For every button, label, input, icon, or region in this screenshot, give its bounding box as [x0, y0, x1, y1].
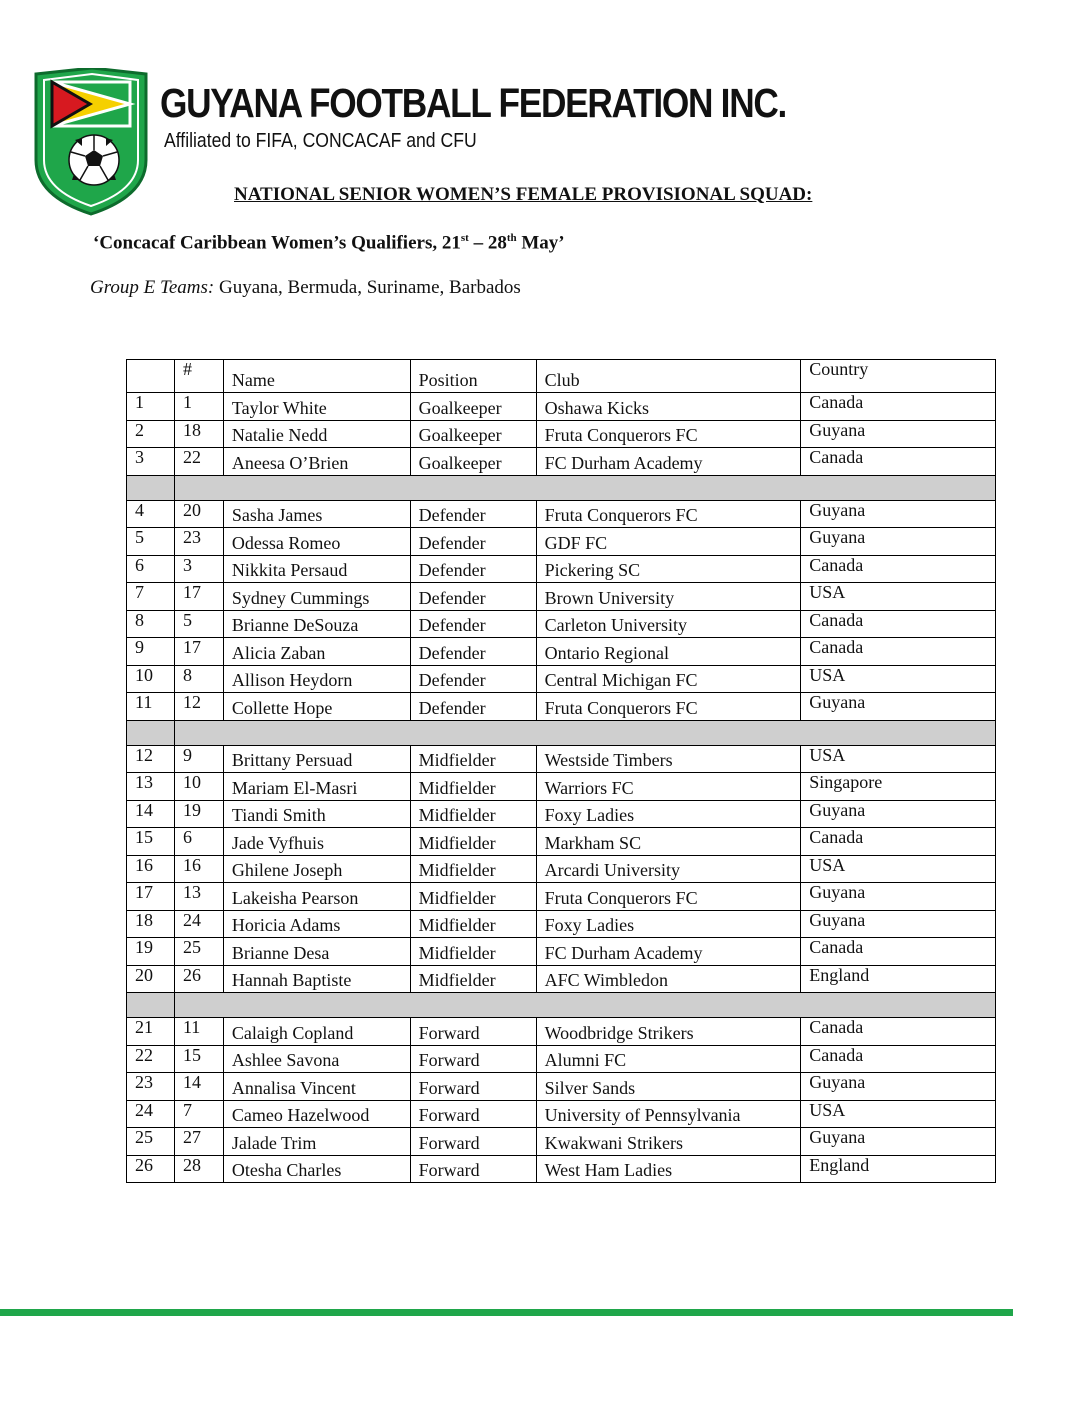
table-row	[127, 1045, 996, 1073]
column-header: Country	[801, 360, 996, 393]
table-row	[127, 1155, 996, 1183]
table-row	[127, 528, 996, 556]
table-cell: Midfielder	[410, 773, 536, 801]
table-cell: 24	[127, 1100, 175, 1128]
table-cell: 13	[174, 883, 223, 911]
table-cell: 1	[174, 393, 223, 421]
table-cell: Brittany Persuad	[223, 745, 410, 773]
table-cell: 2	[127, 420, 175, 448]
table-cell: 23	[174, 528, 223, 556]
table-cell: Silver Sands	[536, 1073, 801, 1101]
table-cell: Fruta Conquerors FC	[536, 420, 801, 448]
table-cell: Markham SC	[536, 828, 801, 856]
table-cell: Allison Heydorn	[223, 665, 410, 693]
table-cell: USA	[801, 583, 996, 611]
document-title: NATIONAL SENIOR WOMEN’S FEMALE PROVISIONAL SQUAD:	[234, 184, 813, 205]
table-cell: Warriors FC	[536, 773, 801, 801]
table-cell: 15	[127, 828, 175, 856]
table-cell: Jalade Trim	[223, 1128, 410, 1156]
separator-cell	[174, 475, 995, 500]
table-cell: GDF FC	[536, 528, 801, 556]
table-cell: Alumni FC	[536, 1045, 801, 1073]
table-cell: 20	[174, 500, 223, 528]
table-cell: Oshawa Kicks	[536, 393, 801, 421]
table-cell: Canada	[801, 555, 996, 583]
table-cell: Foxy Ladies	[536, 800, 801, 828]
table-cell: Ashlee Savona	[223, 1045, 410, 1073]
table-row	[127, 855, 996, 883]
table-cell: Fruta Conquerors FC	[536, 693, 801, 721]
table-cell: 18	[174, 420, 223, 448]
table-row	[127, 883, 996, 911]
table-cell: 3	[127, 448, 175, 476]
table-cell: 14	[127, 800, 175, 828]
table-cell: 12	[127, 745, 175, 773]
table-cell: Ontario Regional	[536, 638, 801, 666]
table-cell: Aneesa O’Brien	[223, 448, 410, 476]
table-row	[127, 800, 996, 828]
table-cell: Odessa Romeo	[223, 528, 410, 556]
table-row	[127, 393, 996, 421]
table-cell: Canada	[801, 393, 996, 421]
table-cell: Defender	[410, 665, 536, 693]
table-row	[127, 745, 996, 773]
table-row	[127, 638, 996, 666]
separator-cell	[127, 475, 175, 500]
table-cell: 18	[127, 910, 175, 938]
section-separator-row	[127, 993, 996, 1018]
table-cell: Guyana	[801, 693, 996, 721]
table-cell: Guyana	[801, 1128, 996, 1156]
table-cell: Defender	[410, 693, 536, 721]
table-cell: Canada	[801, 828, 996, 856]
separator-cell	[174, 993, 995, 1018]
table-cell: 10	[127, 665, 175, 693]
table-cell: 22	[127, 1045, 175, 1073]
table-cell: 16	[174, 855, 223, 883]
table-cell: Guyana	[801, 420, 996, 448]
table-cell: 19	[174, 800, 223, 828]
table-cell: 26	[127, 1155, 175, 1183]
table-cell: Forward	[410, 1018, 536, 1046]
table-cell: Forward	[410, 1155, 536, 1183]
table-row	[127, 1073, 996, 1101]
table-cell: 17	[174, 583, 223, 611]
table-cell: West Ham Ladies	[536, 1155, 801, 1183]
table-cell: Midfielder	[410, 855, 536, 883]
section-separator-row	[127, 475, 996, 500]
table-cell: England	[801, 965, 996, 993]
table-cell: USA	[801, 745, 996, 773]
table-row	[127, 555, 996, 583]
federation-logo	[30, 68, 152, 216]
table-cell: Canada	[801, 1018, 996, 1046]
table-cell: Defender	[410, 638, 536, 666]
table-cell: England	[801, 1155, 996, 1183]
table-cell: Midfielder	[410, 828, 536, 856]
table-cell: 16	[127, 855, 175, 883]
table-cell: Defender	[410, 610, 536, 638]
column-header: Name	[223, 360, 410, 393]
column-header: Club	[536, 360, 801, 393]
table-cell: Brianne Desa	[223, 938, 410, 966]
table-cell: 19	[127, 938, 175, 966]
table-cell: 9	[174, 745, 223, 773]
table-cell: Foxy Ladies	[536, 910, 801, 938]
table-cell: 12	[174, 693, 223, 721]
table-cell: 17	[174, 638, 223, 666]
table-cell: Guyana	[801, 883, 996, 911]
table-cell: 7	[127, 583, 175, 611]
section-separator-row	[127, 720, 996, 745]
column-header	[127, 360, 175, 393]
table-cell: University of Pennsylvania	[536, 1100, 801, 1128]
table-cell: 3	[174, 555, 223, 583]
table-cell: FC Durham Academy	[536, 448, 801, 476]
table-cell: Taylor White	[223, 393, 410, 421]
table-cell: 22	[174, 448, 223, 476]
table-row	[127, 938, 996, 966]
table-cell: 1	[127, 393, 175, 421]
table-cell: Sydney Cummings	[223, 583, 410, 611]
table-cell: Canada	[801, 638, 996, 666]
table-cell: Singapore	[801, 773, 996, 801]
table-cell: Forward	[410, 1100, 536, 1128]
separator-cell	[174, 720, 995, 745]
table-cell: 11	[174, 1018, 223, 1046]
table-row	[127, 665, 996, 693]
table-cell: FC Durham Academy	[536, 938, 801, 966]
table-cell: Natalie Nedd	[223, 420, 410, 448]
table-cell: 6	[127, 555, 175, 583]
separator-cell	[127, 993, 175, 1018]
table-cell: Goalkeeper	[410, 448, 536, 476]
table-cell: Midfielder	[410, 965, 536, 993]
table-cell: 25	[174, 938, 223, 966]
table-cell: 5	[174, 610, 223, 638]
table-cell: 10	[174, 773, 223, 801]
table-cell: Defender	[410, 500, 536, 528]
organization-name: GUYANA FOOTBALL FEDERATION INC.	[160, 80, 787, 126]
table-cell: 26	[174, 965, 223, 993]
document-subtitle: ‘Concacaf Caribbean Women’s Qualifiers, 21st – 28th May’	[93, 232, 565, 254]
table-row	[127, 910, 996, 938]
column-header: #	[174, 360, 223, 393]
group-teams-line	[90, 277, 521, 299]
table-row	[127, 500, 996, 528]
table-cell: Pickering SC	[536, 555, 801, 583]
table-cell: Brianne DeSouza	[223, 610, 410, 638]
table-cell: Guyana	[801, 910, 996, 938]
table-cell: 4	[127, 500, 175, 528]
table-row	[127, 773, 996, 801]
table-cell: Brown University	[536, 583, 801, 611]
table-cell: Canada	[801, 1045, 996, 1073]
table-cell: 21	[127, 1018, 175, 1046]
table-cell: Fruta Conquerors FC	[536, 500, 801, 528]
table-cell: 15	[174, 1045, 223, 1073]
group-label: Group E Teams:	[90, 277, 215, 298]
table-cell: Central Michigan FC	[536, 665, 801, 693]
table-cell: USA	[801, 665, 996, 693]
table-cell: Westside Timbers	[536, 745, 801, 773]
table-cell: Guyana	[801, 1073, 996, 1101]
table-cell: Forward	[410, 1073, 536, 1101]
table-cell: Canada	[801, 448, 996, 476]
table-row	[127, 1100, 996, 1128]
table-cell: 27	[174, 1128, 223, 1156]
squad-table	[126, 359, 996, 1183]
table-row	[127, 693, 996, 721]
table-cell: Annalisa Vincent	[223, 1073, 410, 1101]
table-cell: Cameo Hazelwood	[223, 1100, 410, 1128]
table-cell: USA	[801, 855, 996, 883]
group-teams: Guyana, Bermuda, Suriname, Barbados	[214, 277, 521, 298]
table-cell: AFC Wimbledon	[536, 965, 801, 993]
table-cell: Midfielder	[410, 910, 536, 938]
table-cell: Nikkita Persaud	[223, 555, 410, 583]
table-cell: Goalkeeper	[410, 393, 536, 421]
table-cell: Jade Vyfhuis	[223, 828, 410, 856]
column-header: Position	[410, 360, 536, 393]
table-row	[127, 965, 996, 993]
table-cell: Ghilene Joseph	[223, 855, 410, 883]
table-cell: Forward	[410, 1045, 536, 1073]
table-cell: 28	[174, 1155, 223, 1183]
table-cell: Horicia Adams	[223, 910, 410, 938]
table-cell: 8	[174, 665, 223, 693]
table-cell: Sasha James	[223, 500, 410, 528]
table-cell: Midfielder	[410, 800, 536, 828]
table-cell: Guyana	[801, 500, 996, 528]
table-row	[127, 610, 996, 638]
table-cell: 20	[127, 965, 175, 993]
table-cell: 9	[127, 638, 175, 666]
organization-affiliation: Affiliated to FIFA, CONCACAF and CFU	[164, 130, 477, 152]
table-cell: Lakeisha Pearson	[223, 883, 410, 911]
table-row	[127, 1018, 996, 1046]
table-cell: 24	[174, 910, 223, 938]
table-cell: Collette Hope	[223, 693, 410, 721]
table-row	[127, 420, 996, 448]
table-cell: Defender	[410, 528, 536, 556]
table-cell: 17	[127, 883, 175, 911]
table-cell: Goalkeeper	[410, 420, 536, 448]
table-cell: Midfielder	[410, 883, 536, 911]
table-cell: Midfielder	[410, 745, 536, 773]
table-cell: 6	[174, 828, 223, 856]
table-cell: Midfielder	[410, 938, 536, 966]
table-cell: Canada	[801, 610, 996, 638]
table-cell: Alicia Zaban	[223, 638, 410, 666]
footer-green-rule	[0, 1309, 1013, 1316]
table-cell: Carleton University	[536, 610, 801, 638]
table-cell: Kwakwani Strikers	[536, 1128, 801, 1156]
table-cell: Mariam El-Masri	[223, 773, 410, 801]
table-cell: 14	[174, 1073, 223, 1101]
table-cell: Guyana	[801, 800, 996, 828]
table-cell: Defender	[410, 583, 536, 611]
table-header-row	[127, 360, 996, 393]
table-cell: Canada	[801, 938, 996, 966]
table-cell: USA	[801, 1100, 996, 1128]
table-cell: Fruta Conquerors FC	[536, 883, 801, 911]
table-cell: Guyana	[801, 528, 996, 556]
separator-cell	[127, 720, 175, 745]
table-cell: 25	[127, 1128, 175, 1156]
table-cell: 23	[127, 1073, 175, 1101]
table-row	[127, 448, 996, 476]
table-row	[127, 1128, 996, 1156]
table-cell: Otesha Charles	[223, 1155, 410, 1183]
table-cell: Defender	[410, 555, 536, 583]
table-cell: 5	[127, 528, 175, 556]
table-cell: 7	[174, 1100, 223, 1128]
table-cell: Hannah Baptiste	[223, 965, 410, 993]
table-cell: Arcardi University	[536, 855, 801, 883]
table-row	[127, 583, 996, 611]
table-cell: 11	[127, 693, 175, 721]
table-cell: Woodbridge Strikers	[536, 1018, 801, 1046]
table-cell: Tiandi Smith	[223, 800, 410, 828]
table-cell: 13	[127, 773, 175, 801]
table-cell: Calaigh Copland	[223, 1018, 410, 1046]
table-cell: Forward	[410, 1128, 536, 1156]
table-cell: 8	[127, 610, 175, 638]
table-row	[127, 828, 996, 856]
